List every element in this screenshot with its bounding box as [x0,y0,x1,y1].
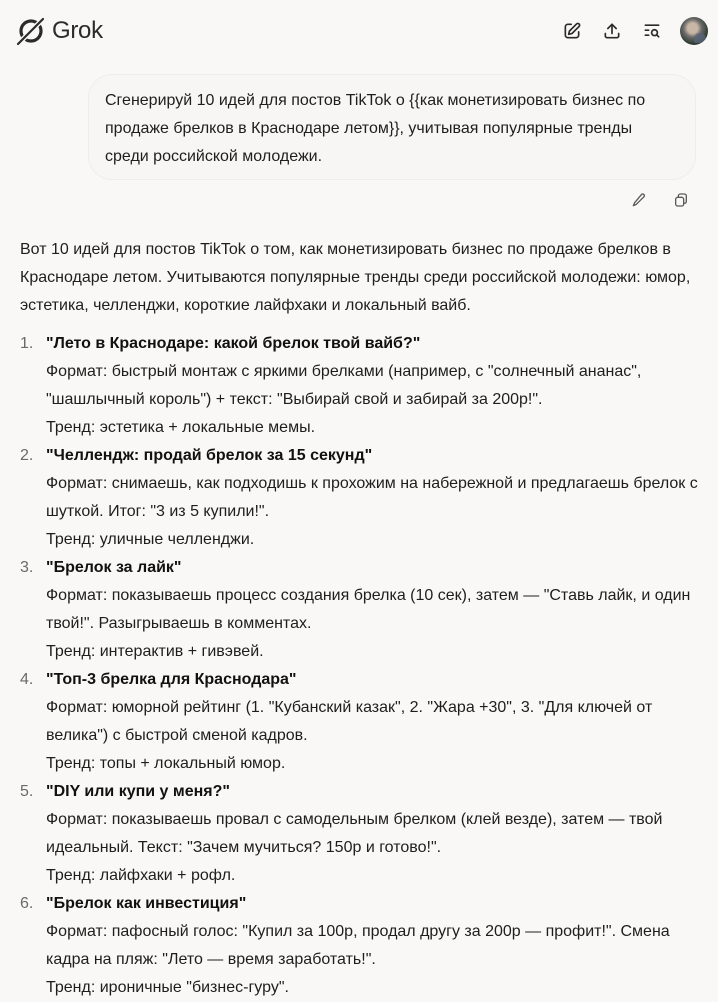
search-history-button[interactable] [632,11,672,51]
ideas-list [20,330,700,1002]
idea-format: Формат: показываешь процесс создания брелка (10 сек), затем — "Ставь лайк, и один твой!". Разыгрываешь в комментах. [46,587,691,632]
assistant-response [20,236,700,1002]
user-message-actions [630,186,690,214]
idea-format: Формат: юморной рейтинг (1. "Кубанский казак", 2. "Жара +30", 3. "Для ключей от велика") с быстрой сменой кадров. [46,699,653,744]
top-bar [0,0,718,62]
idea-title: "Топ-3 брелка для Краснодара" [46,671,297,688]
idea-number: 5. [20,783,34,800]
idea-number: 3. [20,559,34,576]
idea-format: Формат: показываешь провал с самодельным брелком (клей везде), затем — твой идеальный. Текст: "Зачем мучиться? 150р и готово!". [46,811,663,856]
idea-title: "Брелок за лайк" [46,559,182,576]
idea-item [20,442,700,554]
copy-message-button[interactable] [672,186,690,214]
header-actions [552,11,708,51]
user-avatar[interactable] [680,17,708,45]
idea-trend: Тренд: топы + локальный юмор. [46,755,286,772]
grok-logo-icon [14,14,48,48]
idea-number: 4. [20,671,34,688]
idea-number: 1. [20,335,34,352]
response-intro: Вот 10 идей для постов TikTok о том, как монетизировать бизнес по продаже брелков в Краснодаре летом. Учитываются популярные тренды среди российской молодежи: юмор, эстетика, челленджи, короткие лайфхаки и локальный вайб. [20,241,691,314]
idea-trend: Тренд: интерактив + гивэвей. [46,643,264,660]
idea-number: 6. [20,895,34,912]
idea-item [20,554,700,666]
idea-format: Формат: быстрый монтаж с яркими брелками (например, с "солнечный ананас", "шашлычный король") + текст: "Выбирай свой и забирай за 200р!". [46,363,642,408]
idea-title: "Лето в Краснодаре: какой брелок твой вайб?" [46,335,421,352]
idea-item [20,890,700,1002]
copy-icon [673,192,689,208]
edit-square-icon [562,21,582,41]
share-button[interactable] [592,11,632,51]
idea-number: 2. [20,447,34,464]
idea-title: "Челлендж: продай брелок за 15 секунд" [46,447,373,464]
brand-name: Grok [52,17,103,44]
idea-format: Формат: снимаешь, как подходишь к прохожим на набережной и предлагаешь брелок с шуткой. Итог: "3 из 5 купили!". [46,475,698,520]
user-message-text: Сгенерируй 10 идей для постов TikTok о {{как монетизировать бизнес по продаже брелков в Краснодаре летом}}, учитывая популярные тренды среди российской молодежи. [105,92,646,165]
idea-item [20,666,700,778]
idea-trend: Тренд: лайфхаки + рофл. [46,867,236,884]
idea-item [20,330,700,442]
edit-message-button[interactable] [630,186,648,214]
brand[interactable] [14,14,103,48]
new-chat-button[interactable] [552,11,592,51]
user-message-bubble [88,74,696,180]
pencil-icon [631,192,647,208]
list-search-icon [642,21,662,41]
idea-title: "Брелок как инвестиция" [46,895,247,912]
idea-item [20,778,700,890]
idea-trend: Тренд: ироничные "бизнес-гуру". [46,979,289,996]
idea-title: "DIY или купи у меня?" [46,783,230,800]
idea-trend: Тренд: уличные челленджи. [46,531,255,548]
idea-format: Формат: пафосный голос: "Купил за 100р, продал другу за 200р — профит!". Смена кадра на пляж: "Лето — время заработать!". [46,923,670,968]
upload-icon [602,21,622,41]
idea-trend: Тренд: эстетика + локальные мемы. [46,419,316,436]
